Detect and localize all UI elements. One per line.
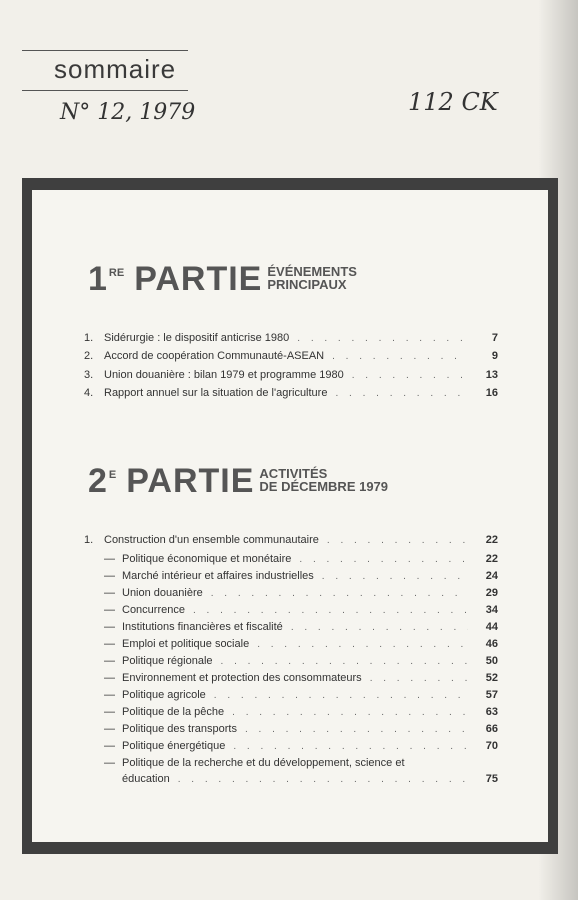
dot-leader [335, 388, 468, 399]
toc-subitem[interactable] [84, 570, 498, 586]
toc-subitem[interactable] [84, 587, 498, 603]
toc-subitem-label: Marché intérieur et affaires industrielles [122, 570, 314, 582]
dash-marker: — [104, 553, 115, 565]
toc-subitem-page: 29 [485, 587, 498, 599]
toc-subitem[interactable] [84, 689, 498, 705]
toc-subitem-label-line1: Politique de la recherche et du développement, science et [122, 757, 405, 769]
dot-leader [233, 741, 468, 752]
toc-subitem-page: 63 [485, 706, 498, 718]
toc-subitem[interactable] [84, 638, 498, 654]
dot-leader [370, 673, 468, 684]
dot-leader [257, 639, 468, 650]
dash-marker: — [104, 689, 115, 701]
toc-subitem-page: 24 [485, 570, 498, 582]
toc-item-number: 4. [84, 387, 94, 399]
part1-suffix: RE [108, 267, 125, 279]
toc-subitem-multiline[interactable] [84, 757, 498, 773]
dot-leader [297, 333, 468, 344]
part2-heading [88, 464, 388, 498]
page-title: sommaire [54, 54, 177, 84]
toc-item-label: Sidérurgie : le dispositif anticrise 1980 [104, 332, 290, 344]
dash-marker: — [104, 604, 115, 616]
toc-subitem-page: 44 [485, 621, 498, 633]
toc-subitem-label: Environnement et protection des consommateurs [122, 672, 362, 684]
toc-subitem-label: Institutions financières et fiscalité [122, 621, 283, 633]
part2-number: 2 [88, 462, 107, 500]
dash-marker: — [104, 706, 115, 718]
toc-subitem[interactable] [84, 672, 498, 688]
toc-subitem-label: Union douanière [122, 587, 203, 599]
toc-item[interactable] [84, 534, 498, 550]
part1-number: 1 [88, 260, 107, 298]
toc-item-page: 16 [485, 387, 498, 399]
dot-leader [299, 554, 468, 565]
toc-subitem-label: Emploi et politique sociale [122, 638, 250, 650]
toc-subitem-label: Politique énergétique [122, 740, 226, 752]
toc-subitem-page: 75 [485, 773, 498, 785]
dot-leader [291, 622, 468, 633]
dot-leader [178, 774, 468, 785]
toc-subitem-page: 22 [485, 553, 498, 565]
dash-marker: — [104, 757, 115, 769]
part2-label: PARTIE [126, 462, 255, 500]
title-rule-bottom [22, 90, 188, 91]
toc-subitem-label: Politique des transports [122, 723, 237, 735]
dot-leader [214, 690, 468, 701]
dash-marker: — [104, 740, 115, 752]
dash-marker: — [104, 672, 115, 684]
toc-item-page: 22 [485, 534, 498, 546]
dot-leader [352, 370, 468, 381]
toc-subitem-page: 50 [485, 655, 498, 667]
toc-item-label: Union douanière : bilan 1979 et programme 1980 [104, 369, 344, 381]
toc-item-number: 2. [84, 350, 94, 362]
handwritten-issue-note: N° 12, 1979 [60, 100, 196, 125]
toc-item[interactable] [84, 332, 498, 348]
dash-marker: — [104, 570, 115, 582]
part1-subtitle-line1: ÉVÉNEMENTS [267, 264, 357, 279]
toc-item[interactable] [84, 350, 498, 366]
toc-item-page: 7 [491, 332, 498, 344]
part1-heading [88, 262, 357, 296]
dash-marker: — [104, 621, 115, 633]
dash-marker: — [104, 587, 115, 599]
dot-leader [232, 707, 468, 718]
dash-marker: — [104, 655, 115, 667]
toc-subitem[interactable] [84, 621, 498, 637]
toc-item-number: 3. [84, 369, 94, 381]
toc-subitem[interactable] [84, 706, 498, 722]
dash-marker: — [104, 723, 115, 735]
handwritten-code-note: 112 CK [408, 88, 498, 116]
toc-subitem-page: 66 [485, 723, 498, 735]
toc-subitem-label: Politique économique et monétaire [122, 553, 292, 565]
toc-subitem-page: 57 [485, 689, 498, 701]
dot-leader [221, 656, 468, 667]
dot-leader [245, 724, 468, 735]
toc-subitem-label: Politique de la pêche [122, 706, 225, 718]
toc-item-number: 1. [84, 534, 94, 546]
toc-item-page: 9 [491, 350, 498, 362]
toc-item-label: Accord de coopération Communauté-ASEAN [104, 350, 325, 362]
part1-subtitle [267, 265, 357, 291]
title-rule-top [22, 50, 188, 51]
toc-subitem-page: 34 [485, 604, 498, 616]
toc-subitem[interactable] [84, 604, 498, 620]
toc-item-label: Rapport annuel sur la situation de l'agriculture [104, 387, 328, 399]
toc-subitem[interactable] [84, 740, 498, 756]
toc-subitem-label-line2: éducation [122, 773, 170, 785]
toc-item[interactable] [84, 387, 498, 403]
toc-item-label: Construction d'un ensemble communautaire [104, 534, 319, 546]
dash-marker: — [104, 638, 115, 650]
toc-item-number: 1. [84, 332, 94, 344]
toc-item-page: 13 [485, 369, 498, 381]
dot-leader [322, 571, 468, 582]
toc-subitem[interactable] [84, 553, 498, 569]
part1-label: PARTIE [134, 260, 263, 298]
toc-subitem[interactable] [84, 723, 498, 739]
toc-item[interactable] [84, 369, 498, 385]
part2-subtitle [259, 467, 388, 493]
toc-subitem-page: 52 [485, 672, 498, 684]
toc-subitem-label: Concurrence [122, 604, 185, 616]
part2-subtitle-line2: DE DÉCEMBRE 1979 [259, 479, 389, 494]
toc-subitem-page: 70 [485, 740, 498, 752]
toc-subitem-continuation[interactable] [122, 773, 498, 789]
dot-leader [327, 535, 468, 546]
dot-leader [332, 351, 468, 362]
toc-subitem-label: Politique régionale [122, 655, 213, 667]
dot-leader [211, 588, 468, 599]
toc-subitem[interactable] [84, 655, 498, 671]
part2-suffix: E [108, 469, 117, 481]
part1-subtitle-line2: PRINCIPAUX [267, 277, 347, 292]
dot-leader [193, 605, 468, 616]
toc-subitem-label: Politique agricole [122, 689, 206, 701]
part2-subtitle-line1: ACTIVITÉS [259, 466, 328, 481]
toc-subitem-page: 46 [485, 638, 498, 650]
